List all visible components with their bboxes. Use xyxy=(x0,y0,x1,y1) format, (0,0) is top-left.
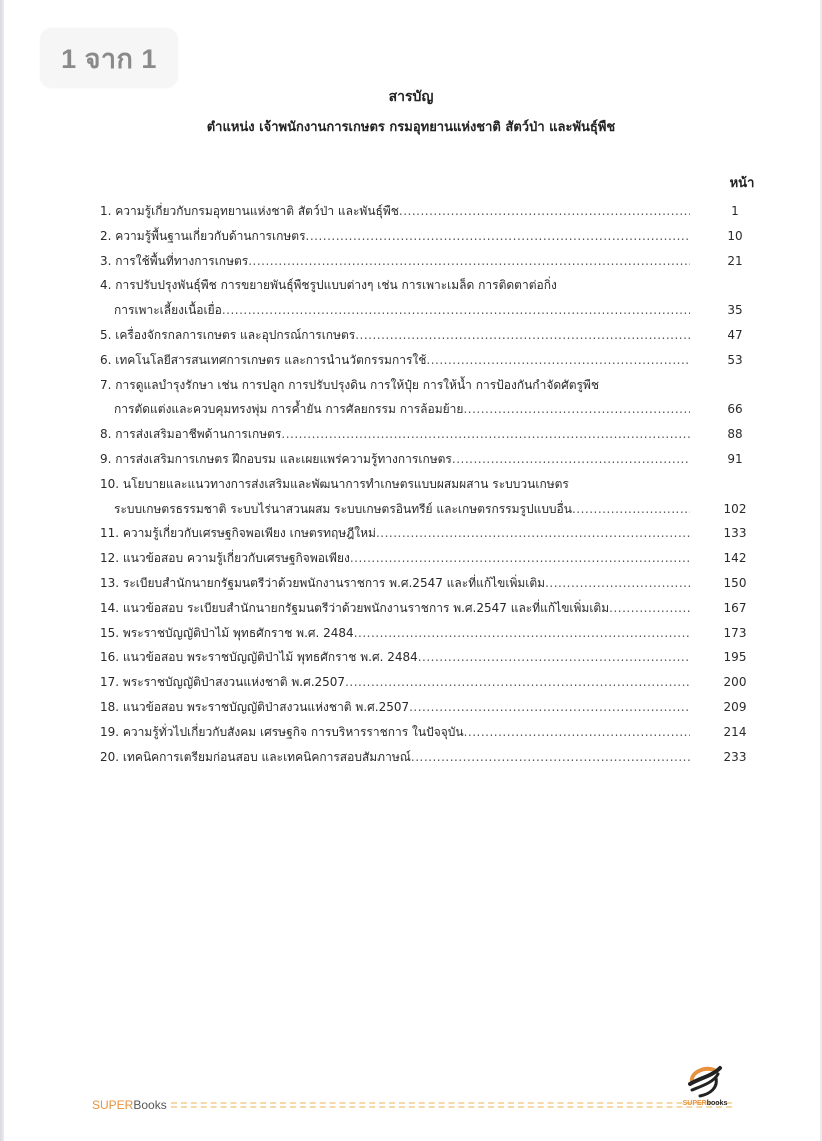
toc-entry[interactable] xyxy=(100,720,760,745)
toc-page-number: 150 xyxy=(723,575,747,590)
toc-entry[interactable] xyxy=(100,422,760,447)
toc-page-number: 195 xyxy=(723,650,747,665)
dot-leader xyxy=(426,348,690,373)
swoosh-logo-icon xyxy=(678,1064,732,1104)
toc-entry-title: 4. การปรับปรุงพันธุ์พืช การขยายพันธุ์พืชรูปแบบต่างๆ เช่น การเพาะเมล็ด การติดตาต่อกิ่ง xyxy=(100,278,557,293)
toc-entry-title: 15. พระราชบัญญัติป่าไม้ พุทธศักราช พ.ศ. 2484 xyxy=(100,625,354,640)
dot-leader xyxy=(609,596,690,621)
toc-line xyxy=(100,571,760,596)
toc-entry[interactable] xyxy=(100,645,760,670)
toc-entry-title: 5. เครื่องจักรกลการเกษตร และอุปกรณ์การเกษตร xyxy=(100,327,356,342)
toc-page-number: 133 xyxy=(723,526,747,541)
footer-dashed-rule xyxy=(171,1102,732,1108)
toc-page-number: 21 xyxy=(727,253,743,268)
toc-page-number: 1 xyxy=(731,204,739,218)
toc-page-number: 35 xyxy=(727,303,743,318)
toc-line-continuation xyxy=(100,397,760,422)
dot-leader xyxy=(545,571,690,596)
toc-line xyxy=(100,422,760,447)
toc-line xyxy=(100,621,760,646)
toc-entry-title: 14. แนวข้อสอบ ระเบียบสำนักนายกรัฐมนตรีว่าด้วยพนักงานราชการ พ.ศ.2547 และที่แก้ไขเพิ่มเติม xyxy=(100,600,610,615)
dot-leader xyxy=(355,323,690,348)
toc-page-number: 209 xyxy=(723,699,747,714)
toc-entry-title: 3. การใช้พื้นที่ทางการเกษตร xyxy=(100,253,249,268)
toc-entry-title: 7. การดูแลบำรุงรักษา เช่น การปลูก การปรับปรุงดิน การให้ปุ๋ย การให้น้ำ การป้องกันกำจัดศัตรูพืช xyxy=(100,377,600,392)
toc-line xyxy=(100,670,760,695)
dot-leader xyxy=(411,745,690,770)
toc-entry[interactable] xyxy=(100,373,760,423)
toc-entry-title: 16. แนวข้อสอบ พระราชบัญญัติป่าไม้ พุทธศักราช พ.ศ. 2484 xyxy=(100,650,418,665)
dot-leader xyxy=(464,720,690,745)
toc-page-number: 10 xyxy=(727,228,743,243)
logo-wordmark xyxy=(678,1100,732,1108)
toc-line xyxy=(100,745,760,770)
toc-page-number: 200 xyxy=(723,675,747,690)
toc-page-number: 214 xyxy=(723,724,747,739)
page-indicator: 1 จาก 1 xyxy=(40,28,178,88)
toc-page-number: 233 xyxy=(723,749,747,764)
toc-page-number: 88 xyxy=(727,427,743,442)
toc-line xyxy=(100,645,760,670)
footer-brand-books: Books xyxy=(133,1098,167,1112)
toc-entry-title: 11. ความรู้เกี่ยวกับเศรษฐกิจพอเพียง เกษตรทฤษฎีใหม่ xyxy=(100,526,376,541)
toc-entry-title: 6. เทคโนโลยีสารสนเทศการเกษตร และการนำนวัตกรรมการใช้ xyxy=(100,352,427,367)
toc-page-number: 142 xyxy=(723,551,747,566)
toc-entry-title: 12. แนวข้อสอบ ความรู้เกี่ยวกับเศรษฐกิจพอเพียง xyxy=(100,551,350,566)
toc-line xyxy=(100,720,760,745)
toc-page-number: 102 xyxy=(723,501,747,516)
toc-line xyxy=(100,521,760,546)
toc-page-number: 167 xyxy=(723,600,747,615)
dot-leader xyxy=(409,695,690,720)
table-of-contents xyxy=(100,199,760,769)
dot-leader xyxy=(418,645,690,670)
toc-entry-title: 20. เทคนิคการเตรียมก่อนสอบ และเทคนิคการสอบสัมภาษณ์ xyxy=(100,749,411,764)
toc-entry[interactable] xyxy=(100,199,760,224)
toc-entry[interactable] xyxy=(100,521,760,546)
toc-page-number: 53 xyxy=(727,352,743,367)
toc-line xyxy=(100,596,760,621)
dot-leader xyxy=(350,546,690,571)
toc-line xyxy=(100,249,760,274)
toc-entry[interactable] xyxy=(100,249,760,274)
logo-super: SUPER xyxy=(682,1100,707,1107)
toc-entry-title: 2. ความรู้พื้นฐานเกี่ยวกับด้านการเกษตร xyxy=(100,228,306,243)
dot-leader xyxy=(248,249,690,274)
toc-entry[interactable] xyxy=(100,546,760,571)
footer xyxy=(92,1096,732,1114)
page-column-header: หน้า xyxy=(729,176,755,191)
toc-entry[interactable] xyxy=(100,621,760,646)
footer-brand xyxy=(92,1098,167,1112)
toc-page-number: 91 xyxy=(727,451,743,466)
toc-entry[interactable] xyxy=(100,670,760,695)
toc-line xyxy=(100,447,760,472)
toc-entry[interactable] xyxy=(100,472,760,522)
toc-page-number: 47 xyxy=(727,327,743,342)
dot-leader xyxy=(222,298,690,323)
viewer-left-edge xyxy=(0,0,4,1141)
dot-leader xyxy=(354,621,690,646)
dot-leader xyxy=(399,199,690,224)
toc-entry[interactable] xyxy=(100,273,760,323)
toc-entry[interactable] xyxy=(100,745,760,770)
toc-entry[interactable] xyxy=(100,695,760,720)
dot-leader xyxy=(463,397,690,422)
toc-entry-title: 19. ความรู้ทั่วไปเกี่ยวกับสังคม เศรษฐกิจ การบริหารราชการ ในปัจจุบัน xyxy=(100,724,464,739)
toc-line-continuation xyxy=(100,497,760,522)
toc-line xyxy=(100,472,700,497)
toc-line xyxy=(100,224,760,249)
superbooks-logo xyxy=(678,1064,732,1110)
toc-page-number: 173 xyxy=(723,625,747,640)
page-title: สารบัญ xyxy=(388,89,434,105)
dot-leader xyxy=(572,497,690,522)
toc-entry-title: ระบบเกษตรธรรมชาติ ระบบไร่นาสวนผสม ระบบเกษตรอินทรีย์ และเกษตรกรรมรูปแบบอื่น xyxy=(114,501,572,516)
toc-entry-title: 9. การส่งเสริมการเกษตร ฝึกอบรม และเผยแพร่ความรู้ทางการเกษตร xyxy=(100,451,452,466)
toc-entry-title: 13. ระเบียบสำนักนายกรัฐมนตรีว่าด้วยพนักงานราชการ พ.ศ.2547 และที่แก้ไขเพิ่มเติม xyxy=(100,575,546,590)
toc-entry[interactable] xyxy=(100,323,760,348)
dot-leader xyxy=(452,447,690,472)
toc-entry-title: การตัดแต่งและควบคุมทรงพุ่ม การค้ำยัน การศัลยกรรม การล้อมย้าย xyxy=(114,402,464,417)
toc-entry[interactable] xyxy=(100,571,760,596)
toc-entry[interactable] xyxy=(100,348,760,373)
toc-line xyxy=(100,323,760,348)
footer-brand-super: SUPER xyxy=(92,1098,134,1112)
toc-entry-title: 8. การส่งเสริมอาชีพด้านการเกษตร xyxy=(100,427,282,442)
toc-entry[interactable] xyxy=(100,224,760,249)
page-subtitle: ตำแหน่ง เจ้าพนักงานการเกษตร กรมอุทยานแห่งชาติ สัตว์ป่า และพันธุ์พืช xyxy=(206,120,616,135)
dot-leader xyxy=(345,670,690,695)
toc-entry-title: 10. นโยบายและแนวทางการส่งเสริมและพัฒนาการทำเกษตรแบบผสมผสาน ระบบวนเกษตร xyxy=(100,476,569,491)
toc-entry-title: 17. พระราชบัญญัติป่าสงวนแห่งชาติ พ.ศ.2507 xyxy=(100,675,346,690)
dot-leader xyxy=(376,521,690,546)
toc-entry[interactable] xyxy=(100,447,760,472)
toc-line-continuation xyxy=(100,298,760,323)
toc-entry[interactable] xyxy=(100,596,760,621)
toc-entry-title: 1. ความรู้เกี่ยวกับกรมอุทยานแห่งชาติ สัตว์ป่า และพันธุ์พืช xyxy=(100,204,399,218)
toc-line xyxy=(100,373,700,398)
toc-line xyxy=(100,348,760,373)
toc-line xyxy=(100,199,760,224)
toc-line xyxy=(100,546,760,571)
toc-line xyxy=(100,695,760,720)
toc-page-number: 66 xyxy=(727,402,743,417)
toc-entry-title: การเพาะเลี้ยงเนื้อเยื่อ xyxy=(114,303,222,318)
dot-leader xyxy=(281,422,690,447)
logo-books: books xyxy=(706,1100,728,1107)
toc-line xyxy=(100,273,700,298)
toc-entry-title: 18. แนวข้อสอบ พระราชบัญญัติป่าสงวนแห่งชาติ พ.ศ.2507 xyxy=(100,699,410,714)
dot-leader xyxy=(306,224,690,249)
